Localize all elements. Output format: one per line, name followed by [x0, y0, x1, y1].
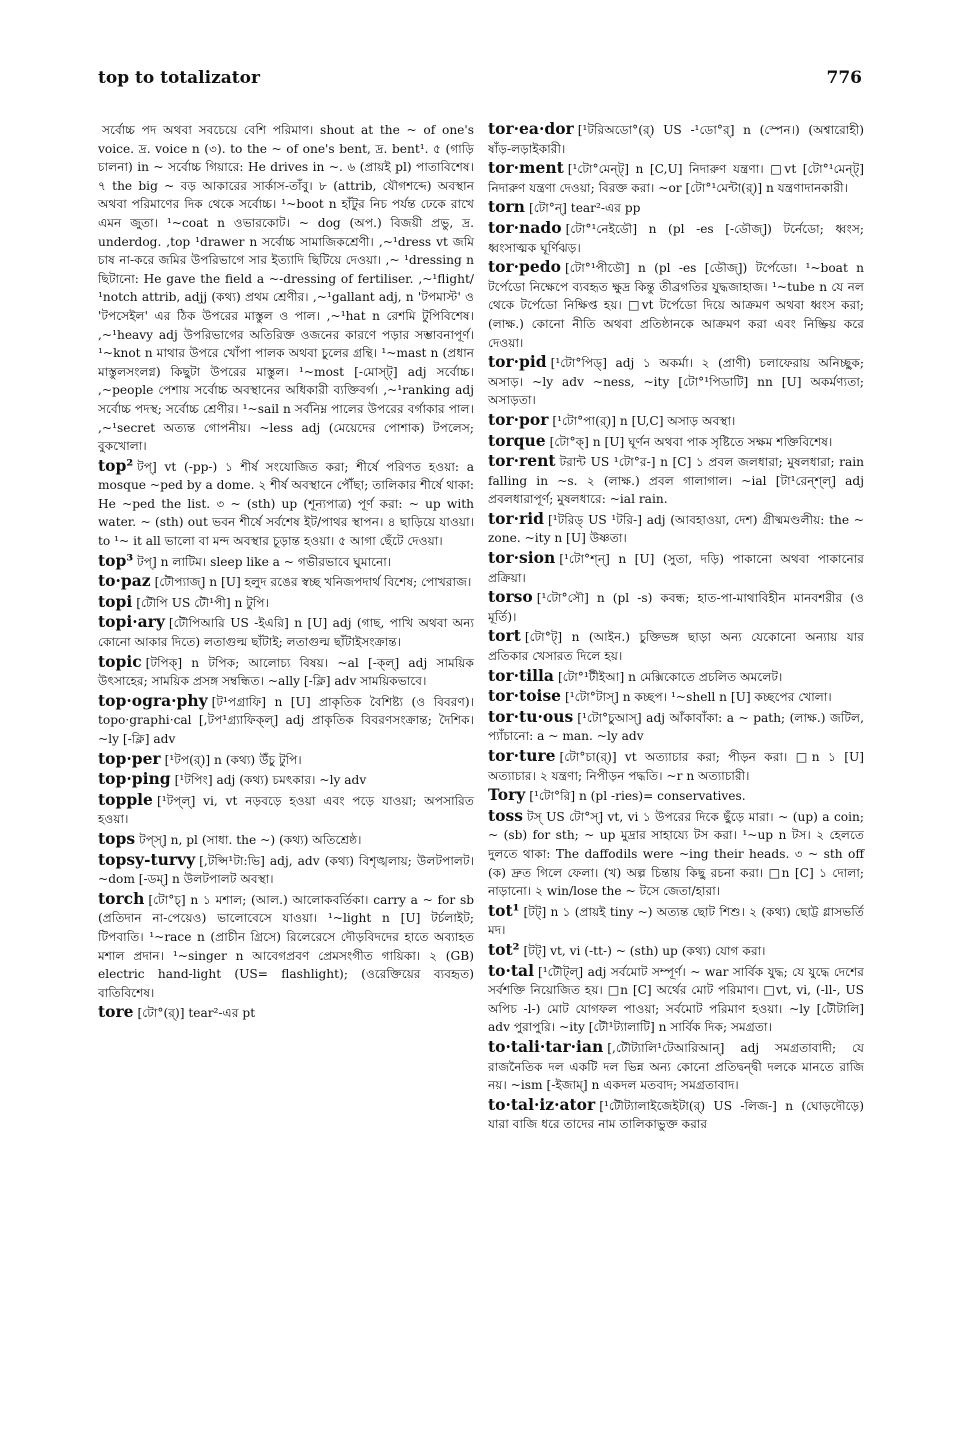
headword: tort: [488, 626, 521, 646]
headword: tor·tilla: [488, 665, 554, 685]
definition: [¹টো°সৌ] n (pl -s) কবন্ধ; হাত-পা-মাথাবিহীন মানবশরীর (ও মূর্তি)।: [488, 591, 864, 624]
definition: [টো°ক্] n [U] ঘূর্ণন অথবা পাক সৃষ্টিতে সক্ষম শক্তিবিশেষ।: [549, 434, 833, 449]
dictionary-entry: [488, 432, 864, 452]
definition: [¹টো°পা(র্)] n [U,C] অসাড় অবস্থা।: [552, 413, 736, 428]
dictionary-entry: [488, 627, 864, 665]
dictionary-entry: [488, 807, 864, 901]
definition: [টৌপ্যাজ্] n [U] হলুদ রঙের স্বচ্ছ খনিজপদার্থ বিশেষ; পোখরাজ।: [154, 575, 472, 590]
headword: topi: [98, 591, 133, 611]
headword: torn: [488, 197, 525, 217]
dictionary-entry: [98, 890, 474, 1003]
definition: [¹টৌট্ল্] adj সর্বমোট সম্পূর্ণ। ~ war সার্বিক যুদ্ধ; যে যুদ্ধে দেশের সর্বশক্তি নিয়োজিত হয়। □n [C] অর্থের মোট পরিমাণ। □vt, vi, (-ll-, US অপিচ -l-) মোট যোগফল পাওয়া; সর্বমোট পরিমাণ হওয়া। ~ly [টৌটালি] adv পুরাপুরি। ~ity [টৌ¹ট্যালাটি] n সার্বিক দিক; সমগ্রতা।: [488, 964, 864, 1035]
definition: [,টপ্সি¹টা:ভি] adj, adv (কথ্য) বিশৃঙ্খলায়; উলটপালট। ~dom [-ডম্] n উলটপালট অবস্থা।: [98, 853, 474, 887]
definition: টপ্] n লাটিম। sleep like a ~ গভীরভাবে ঘুমানো।: [137, 554, 392, 569]
left-column: [98, 120, 474, 1024]
dictionary-entry: [98, 1003, 474, 1023]
headword: torso: [488, 587, 533, 607]
definition: [¹টো°চুআস্] adj আঁকাবাঁকা: a ~ path; (লাক্ষ.) জটিল, প্যাঁচানো: a ~ man. ~ly adv: [488, 710, 864, 744]
headword: topi·ary: [98, 612, 165, 632]
headword: top·ogra·phy: [98, 690, 208, 710]
headword: top·per: [98, 748, 161, 768]
dictionary-entry: [488, 411, 864, 431]
definition: [¹টো°শ্ন্] n [U] (সুতা, দড়ি) পাকানো অথবা পাকানোর প্রক্রিয়া।: [488, 552, 864, 585]
definition: টপ্] vt (-pp-) ১ শীর্ষ সংযোজিত করা; শীর্ষে পরিণত হওয়া: a mosque ~ped by a dome. ২ শীর্ষ অবস্থানে পৌঁছা; তালিকার শীর্ষে থাকা: He ~ped the list. ৩ ~ (sth) up (শূন্যপাত্র) পূর্ণ করা: ~ up with water. ~ (sth) out ভবন শীর্ষে সর্বশেষ ইট/পাথর স্থাপন। ৪ ছাড়িয়ে যাওয়া। to ¹~ it all ভালো বা মন্দ অবস্থার চূড়ান্ত হওয়া। ৫ আগা ছেঁটে দেওয়া।: [98, 459, 474, 549]
definition: [টপিক্] n টপিক; আলোচ্য বিষয়। ~al [-ক্ল্] adj সাময়িক উৎসাহের; সাময়িক প্রসঙ্গ সম্বন্ধিত। ~ally [-ক্লি] adv সাময়িকভাবে।: [98, 655, 474, 689]
definition: [ট¹পগ্রাফি] n [U] প্রাকৃতিক বৈশিষ্ট্য (ও বিবরণ)। topo·graphi·cal [,টপ¹গ্র্যাফিক্ল্] adj প্রাকৃতিক বিবরণসংক্রান্ত; দৈশিক। ~ly [-ক্লি] adv: [98, 694, 474, 746]
headword: topple: [98, 789, 153, 809]
dictionary-entry: [488, 1038, 864, 1095]
definition: [টট্] vt, vi (-tt-) ~ (sth) up (কথ্য) যোগ করা।: [523, 943, 766, 958]
dictionary-entry: [98, 572, 474, 592]
headword: tor·nado: [488, 217, 562, 237]
definition: টস্ US টো°স্] vt, vi ১ উপরের দিকে ছুঁড়ে মারা। ~ (up) a coin; ~ (sb) for sth; ~ up মুদ্রার সাহায্যে টস করা। ¹~up n টস। ২ হেলতে দুলতে থাকা: The daffodils were ~ing their heads. ৩ ~ sth off (ক) দ্রুত গিলে ফেলা। (খ) অল্প চিন্তায় কিছু রচনা করা। □n [C] ১ দোলা; নাড়ানো। ২ win/lose the ~ টসে জেতা/হারা।: [488, 809, 864, 899]
headword: tor·ea·dor: [488, 119, 574, 138]
dictionary-entry: [488, 452, 864, 509]
definition: [¹টপ(র্)] n (কথ্য) উঁচু টুপি।: [164, 752, 302, 767]
headword: tore: [98, 1002, 134, 1022]
definition: [টৌপিআরি US -ইএরি] n [U] adj (গাছ, পাখি অথবা অন্য কোনো আকার দিতে) লতাগুল্ম ছাঁটাই; লতাগুল্ম ছাঁটাইসংক্রান্ত।: [98, 616, 474, 650]
dictionary-entry: [488, 549, 864, 587]
dictionary-entry: [488, 198, 864, 218]
dictionary-entry: [98, 653, 474, 691]
headword: top·ping: [98, 769, 171, 789]
dictionary-entry: [98, 770, 474, 790]
headword: top³: [98, 550, 134, 570]
headword: tor·pedo: [488, 257, 561, 277]
definition: [টো°চ্] n ১ মশাল; (আল.) আলোকবর্তিকা। carry a ~ for sb (প্রতিদান না-পেয়েও) ভালোবেসে যাওয়া। ¹~light n [U] টর্চলাইট; টিপবাতি। ¹~race n (প্রাচীন গ্রিসে) রিলেরেসে দৌড়বিদদের হাতে অব্যাহত মশাল প্রদান। ¹~singer n আবেগপ্রবণ প্রেমসংগীত গায়িকা। ২ (GB) electric hand-light (US= flashlight); (ওরেক্তিয়ের ব্যবহৃত) বাতিবিশেষ।: [98, 892, 474, 1000]
headword: top²: [98, 455, 134, 475]
headword: tor·ture: [488, 746, 556, 765]
definition: [টট্] n ১ (প্রায়ই tiny ~) অত্যন্ত ছোট শিশু। ২ (কথ্য) ছোট্ট গ্লাসভর্তি মদ।: [488, 904, 864, 938]
page-number: 776: [826, 68, 862, 88]
dictionary-entry: [488, 1096, 864, 1134]
headword: topsy-turvy: [98, 849, 196, 869]
dictionary-entry: [98, 851, 474, 889]
dictionary-entry: [98, 593, 474, 613]
definition: টরান্ট US ¹টো°র-] n [C] ১ প্রবল জলধারা; মুষলধারা; rain falling in ~s. ২ (লাক্ষ.) প্রবল গালাগাল। ~ial [টা¹রেন্শ্ল্] adj প্রবলধারাপূর্ণ; মুষলধারে: ~ial rain.: [488, 455, 864, 507]
dictionary-entry: [98, 120, 474, 456]
headword: to·tali·tar·ian: [488, 1036, 604, 1056]
headword: tops: [98, 828, 136, 848]
definition: [টো°¹পীডৌ] n (pl -es [ডৌজ্]) টর্পেডো। ¹~boat n টর্পেডো নিক্ষেপে ব্যবহৃত ক্ষুদ্র কিন্তু তীব্রগতির যুদ্ধজাহাজ। ¹~tube n যে নল থেকে টর্পেডো নিক্ষিপ্ত হয়। □vt টর্পেডো দিয়ে আক্রমণ অথবা ধ্বংস করা; (লাক্ষ.) কোনো নীতি অথবা প্রতিষ্ঠানকে আক্রমণ করা এবং নিষ্ক্রিয় করে দেওয়া।: [488, 261, 864, 350]
definition: সর্বোচ্চ পদ অথবা সবচেয়ে বেশি পরিমাণ। shout at the ~ of one's voice. দ্র. voice n (৩). to the ~ of one's bent, দ্র. bent¹. ৫ (গাড়ি চালনা) in ~ সর্বোচ্চ গিয়ারে: He drives in ~. ৬ (প্রায়ই pl) পাতাবিশেষ। ৭ the big ~ বড় আকারের সার্কাস-তাঁবু। ৮ (attrib, যৌগশব্দে) অবস্থান অথবা পরিমাণের দিক থেকে সর্বোচ্চ। ¹~boot n হাঁটুর নিচ পর্যন্ত ঢেকে রাখে এমন জুতা। ¹~coat n ওভারকোট। ~ dog (অপ.) বিজয়ী প্রভু, দ্র. underdog. ,top ¹drawer n সর্বোচ্চ সামাজিকশ্রেণী। ,~¹dress vt জমি চাষ না-করে জমির উপরিভাগে সার ইত্যাদি ছিটিয়ে দেওয়া। ,~ ¹dressing n ছিটানো: He gave the field a ~-dressing of fertiliser. ,~¹flight/¹notch attrib, adjj (কথ্য) প্রথম শ্রেণীর। ,~¹gallant adj, n 'টপমাস্ট' ও 'টপসেইল' এর ঠিক উপরের মাস্তুল ও পাল। ,~¹hat n রেশমি টুপিবিশেষ। ,~¹heavy adj উপরিভাগের অতিরিক্ত ওজনের কারণে পড়ার সম্ভাবনাপূর্ণ। ¹~knot n মাথার উপরে খোঁপা পালক অথবা চুলের গ্রন্থি। ¹~mast n (প্রধান মাস্তুলসংলগ্ন) কিছুটা উপরের মাস্তুল। ¹~most [-মোস্ট্] adj সর্বোচ্চ। ,~people পেশায় সর্বোচ্চ অবস্থানের অধিকারী ব্যক্তিবর্গ। ,~¹ranking adj সর্বোচ্চ পদস্থ; সর্বোচ্চ শ্রেণীর। ¹~sail n সর্বনিম্ন পালের উপরের বর্গাকার পাল। ,~¹secret অত্যন্ত গোপনীয়। ~less adj (মেয়েদের পোশাক) টপলেস; বুকখোলা।: [98, 123, 474, 454]
headword: torque: [488, 430, 546, 450]
dictionary-entry: [488, 353, 864, 410]
headword: tor·rid: [488, 508, 544, 528]
headword: tot¹: [488, 900, 520, 920]
dictionary-entry: [488, 120, 864, 158]
definition: [¹টো°পিড্] adj ১ অকর্মা। ২ (প্রাণী) চলাফেরায় অনিচ্ছুক; অসাড়। ~ly adv ~ness, ~ity [টো°¹পিডাটি] nn [U] অকর্মণ্যতা; অসাড়তা।: [488, 356, 864, 408]
definition: [টৌপি US টৌ¹পী] n টুপি।: [136, 595, 270, 610]
dictionary-entry: [488, 510, 864, 548]
dictionary-entry: [98, 830, 474, 850]
headword: tor·tu·ous: [488, 706, 574, 726]
dictionary-entry: [98, 552, 474, 572]
dictionary-entry: [98, 791, 474, 829]
dictionary-entry: [98, 457, 474, 551]
definition: [,টৌট্যালি¹টেআরিআন্] adj সমগ্রতাবাদী; যে রাজনৈতিক দল একটি দল ভিন্ন অন্য কোনো প্রতিদ্বন্দ্বী দলকে মানতে রাজি নয়। ~ism [-ইজাম্] n একদল মতবাদ; সমগ্রতাবাদ।: [488, 1040, 864, 1093]
running-head: top to totalizator: [98, 68, 260, 88]
page-header: [98, 68, 862, 98]
definition: [টো°চা(র্)] vt অত্যাচার করা; পীড়ন করা। □n ১ [U] অত্যাচার। ২ যন্ত্রণা; নিপীড়ন পদ্ধতি। ~r n অত্যাচারী।: [488, 750, 864, 783]
dictionary-entry: [98, 613, 474, 651]
definition: [টো°ট্] n (আইন.) চুক্তিভঙ্গ ছাড়া অন্য যেকোনো অন্যায় যার প্রতিকার খেসারত দিলে হয়।: [488, 630, 864, 664]
headword: to·paz: [98, 571, 151, 591]
definition: [¹টো°রি] n (pl -ries)= conservatives.: [529, 789, 746, 804]
dictionary-entry: [98, 750, 474, 770]
definition: [¹টো°মেন্ট্] n [C,U] নিদারুণ যন্ত্রণা। □vt [টো°¹মেন্ট্] নিদারুণ যন্ত্রণা দেওয়া; বিরক্ত করা। ~or [টো°¹মেন্টা(র্)] n যন্ত্রণাদানকারী।: [488, 162, 864, 195]
definition: [টো°¹নেইডৌ] n (pl -es [-ডৌজ্]) টর্নেডো; ধ্বংস; ধ্বংসাত্মক ঘূর্ণিঝড়।: [488, 221, 864, 255]
headword: tor·rent: [488, 451, 556, 471]
dictionary-entry: [488, 962, 864, 1037]
dictionary-entry: [488, 902, 864, 940]
right-column: [488, 120, 864, 1135]
dictionary-entry: [488, 941, 864, 961]
definition: [টো°ন্] tear²-এর pp: [528, 201, 641, 216]
dictionary-entry: [488, 786, 864, 806]
dictionary-entry: [488, 258, 864, 352]
headword: tor·por: [488, 409, 549, 429]
headword: to·tal: [488, 960, 534, 980]
headword: tor·pid: [488, 352, 547, 372]
headword: tor·toise: [488, 686, 562, 706]
headword: to·tal·iz·ator: [488, 1094, 596, 1114]
definition: [¹টৌট্যালাইজেইটা(র্) US -লিজ-] n (ঘোড়দৌড়ে) যারা বাজি ধরে তাদের নাম তালিকাভুক্ত করার: [488, 1098, 864, 1132]
dictionary-entry: [488, 747, 864, 785]
headword: topic: [98, 651, 142, 671]
dictionary-entry: [98, 692, 474, 749]
definition: [¹টপ্ল্] vi, vt নড়বড়ে হওয়া এবং পড়ে যাওয়া; অপসারিত হওয়া।: [98, 793, 474, 827]
headword: tor·sion: [488, 548, 556, 568]
definition: [¹টপিং] adj (কথ্য) চমৎকার। ~ly adv: [174, 773, 367, 788]
dictionary-entry: [488, 667, 864, 687]
definition: [টো°¹টীইআ] n মেক্সিকোতে প্রচলিত অমলেট।: [557, 669, 783, 684]
headword: tor·ment: [488, 158, 564, 178]
dictionary-entry: [488, 159, 864, 197]
dictionary-entry: [488, 588, 864, 626]
headword: toss: [488, 805, 523, 825]
headword: torch: [98, 888, 145, 908]
headword: Tory: [488, 785, 526, 805]
definition: [¹টরিড্ US ¹টরি-] adj (আবহাওয়া, দেশ) গ্রীষ্মমণ্ডলীয়: the ~ zone. ~ity n [U] উষ্ণতা।: [488, 512, 864, 546]
definition: [টো°(র্)] tear²-এর pt: [137, 1006, 256, 1021]
dictionary-entry: [488, 219, 864, 257]
dictionary-entry: [488, 687, 864, 707]
dictionary-entry: [488, 708, 864, 746]
definition: টপ্স্] n, pl (সাধা. the ~) (কথ্য) অতিশ্রেষ্ঠ।: [139, 832, 362, 847]
headword: tot²: [488, 939, 520, 959]
definition: [¹টরিঅডো°(র্) US -¹ডো°র্] n (স্পেন।) (অশ্বারোহী) ষাঁড়-লড়াইকারী।: [488, 123, 864, 156]
definition: [¹টো°টাস্] n কচ্ছপ। ¹~shell n [U] কচ্ছপের খোলা।: [565, 690, 832, 705]
